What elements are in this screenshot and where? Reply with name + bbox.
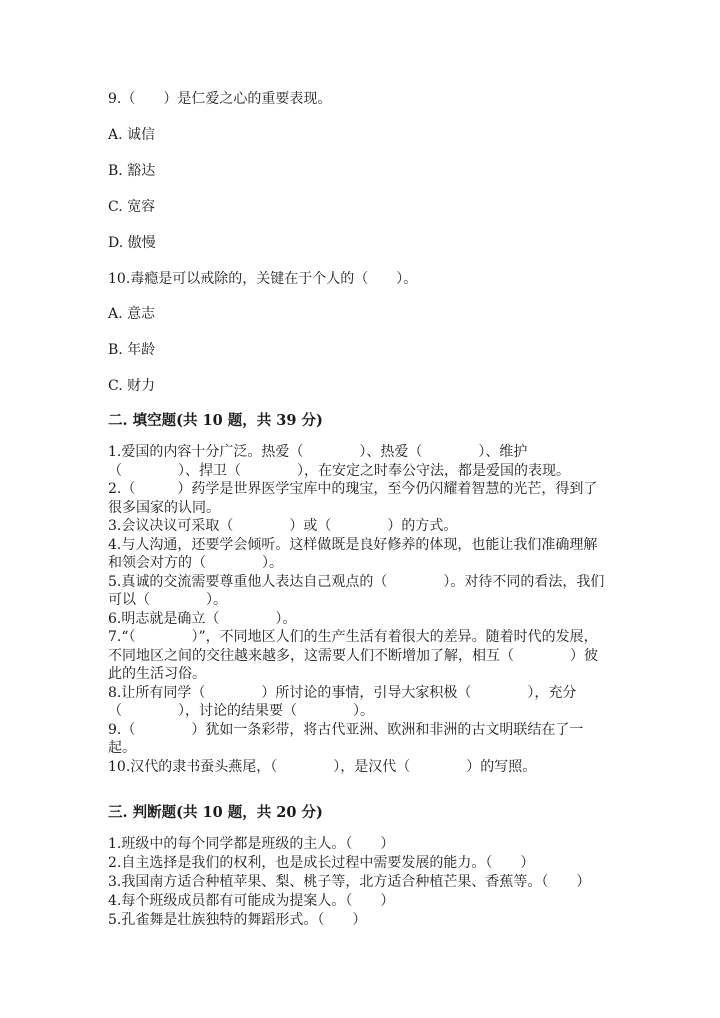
fill-item: 4.与人沟通，还要学会倾听。这样做既是良好修养的体现，也能让我们准确理解和领会对方的（ ）。 [108, 536, 598, 571]
judge-item: 4.每个班级成员都有可能成为提案人。（ ） [108, 893, 395, 909]
question-9-option-b: B. 豁达 [108, 163, 156, 179]
fill-item: 7.“（ ）”，不同地区人们的生产生活有着很大的差异。随着时代的发展，不同地区之间的交往越来越多，这需要人们不断增加了解，相互（ ）彼此的生活习俗。 [108, 629, 598, 682]
fill-item: 2.（ ）药学是世界医学宝库中的瑰宝，至今仍闪耀着智慧的光芒，得到了很多国家的认同。 [108, 481, 598, 516]
section-3-title: 三. 判断题(共 10 题，共 20 分) [108, 804, 323, 821]
question-9-option-a: A. 诚信 [108, 127, 156, 143]
fill-item: 3.会议决议可采取（ ）或（ ）的方式。 [108, 518, 458, 534]
true-false-list [108, 835, 608, 930]
question-9-option-d: D. 傲慢 [108, 235, 156, 251]
question-9-stem: 9.（ ）是仁爱之心的重要表现。 [108, 91, 332, 107]
fill-item: 1.爱国的内容十分广泛。热爱（ ）、热爱（ ）、维护（ ）、捍卫（ ），在安定之时奉公守法，都是爱国的表现。 [108, 444, 570, 479]
judge-item: 1.班级中的每个同学都是班级的主人。（ ） [108, 836, 395, 852]
question-10-stem: 10.毒瘾是可以戒除的，关键在于个人的（ ）。 [108, 271, 418, 287]
fill-item: 9.（ ）犹如一条彩带，将古代亚洲、欧洲和非洲的古文明联结在了一起。 [108, 721, 584, 756]
question-10-option-c: C. 财力 [108, 378, 156, 394]
fill-item: 10.汉代的隶书蚕头燕尾，（ ），是汉代（ ）的写照。 [108, 758, 537, 775]
section-2-title: 二. 填空题(共 10 题，共 39 分) [108, 412, 323, 429]
judge-item: 2.自主选择是我们的权利，也是成长过程中需要发展的能力。（ ） [108, 855, 535, 871]
question-9-option-c: C. 宽容 [108, 199, 156, 215]
question-10-option-a: A. 意志 [108, 306, 156, 322]
fill-item: 8.让所有同学（ ）所讨论的事情，引导大家积极（ ），充分（ ），讨论的结果要（ ）。 [108, 684, 577, 719]
fill-in-blank-list [108, 443, 608, 776]
judge-item: 5.孔雀舞是壮族独特的舞蹈形式。（ ） [108, 912, 367, 928]
question-10-option-b: B. 年龄 [108, 342, 156, 358]
judge-item: 3.我国南方适合种植苹果、梨、桃子等，北方适合种植芒果、香蕉等。（ ） [108, 874, 591, 890]
fill-item: 6.明志就是确立（ ）。 [108, 610, 297, 627]
fill-item: 5.真诚的交流需要尊重他人表达自己观点的（ ）。对待不同的看法，我们可以（ ）。 [108, 573, 605, 608]
